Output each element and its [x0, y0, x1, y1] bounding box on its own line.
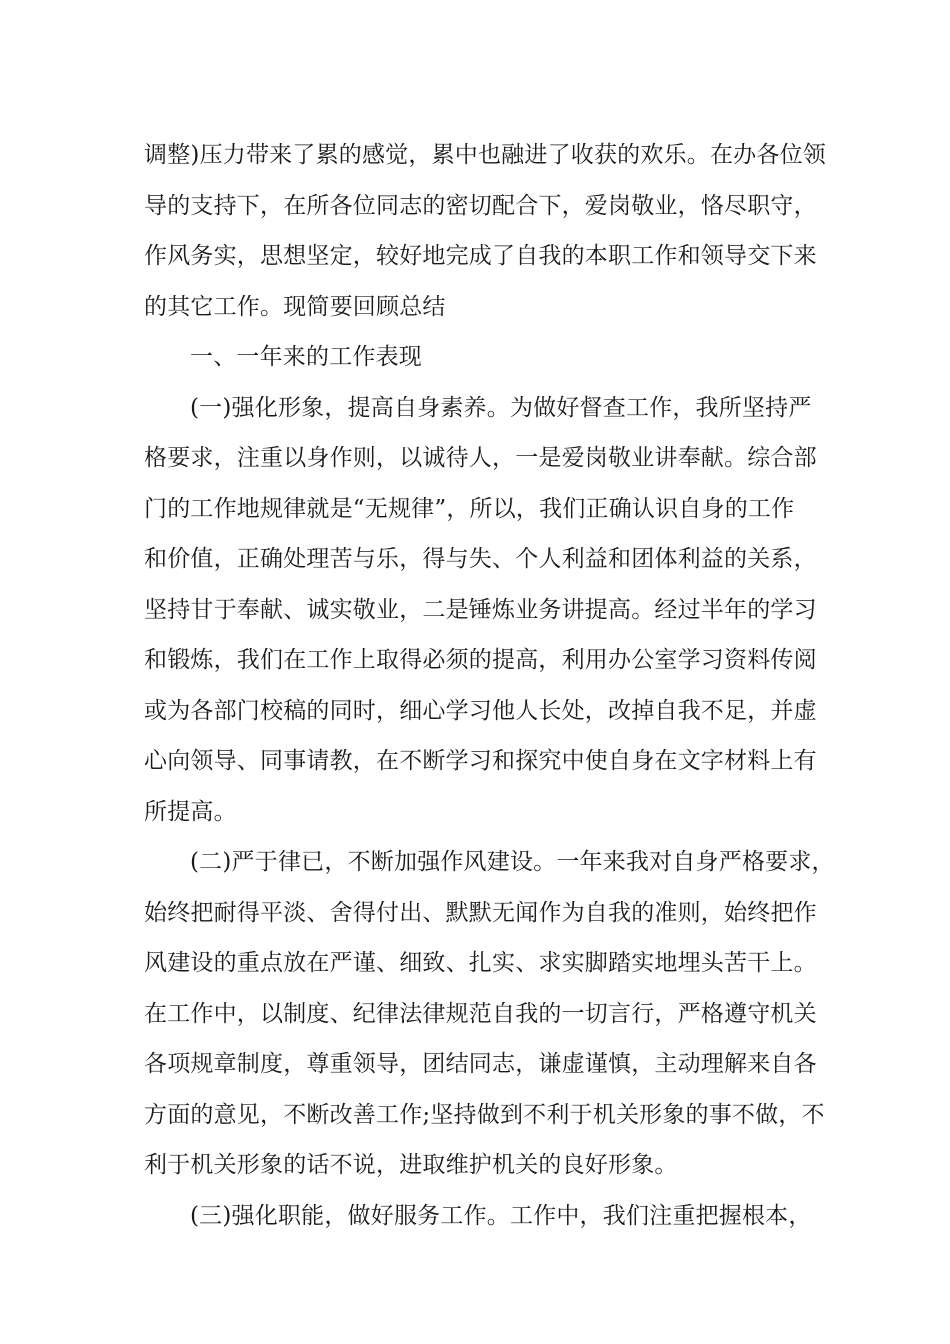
text-line: 的其它工作。现简要回顾总结	[144, 293, 446, 320]
text-line: 调整)压力带来了累的感觉，累中也融进了收获的欢乐。在办各位领	[144, 142, 826, 168]
document-body	[144, 130, 835, 1241]
text-line: 利于机关形象的话不说，进取维护机关的良好形象。	[144, 1152, 678, 1178]
text-line: 门的工作地规律就是“无规律”，所以，我们正确认识自身的工作	[144, 495, 795, 522]
text-line: (一)强化形象，提高自身素养。为做好督查工作，我所坚持严	[190, 394, 812, 421]
text-line: 在工作中，以制度、纪律法律规范自我的一切言行，严格遵守机关	[144, 1000, 817, 1027]
text-line: 方面的意见，不断改善工作;坚持做到不利于机关形象的事不做，不	[144, 1101, 825, 1128]
text-line: 各项规章制度，尊重领导，团结同志，谦虚谨慎，主动理解来自各	[144, 1051, 817, 1077]
text-line: 坚持甘于奉献、诚实敬业，二是锤炼业务讲提高。经过半年的学习	[144, 596, 817, 623]
text-line: 和锻炼，我们在工作上取得必须的提高，利用办公室学习资料传阅	[144, 647, 817, 673]
text-line: 风建设的重点放在严谨、细致、扎实、求实脚踏实地埋头苦干上。	[144, 950, 817, 976]
text-line: 格要求，注重以身作则，以诚待人，一是爱岗敬业讲奉献。综合部	[144, 445, 817, 471]
text-line: 心向领导、同事请教，在不断学习和探究中使自身在文字材料上有	[144, 748, 817, 774]
text-line: 导的支持下，在所各位同志的密切配合下，爱岗敬业，恪尽职守，	[144, 192, 817, 219]
text-line: 所提高。	[144, 798, 237, 825]
text-line: 或为各部门校稿的同时，细心学习他人长处，改掉自我不足，并虚	[144, 697, 817, 724]
text-line: (二)严于律已，不断加强作风建设。一年来我对自身严格要求，	[190, 849, 835, 875]
text-line: (三)强化职能，做好服务工作。工作中，我们注重把握根本，	[190, 1202, 812, 1229]
section-heading: 一、一年来的工作表现	[190, 344, 422, 370]
text-line: 和价值，正确处理苦与乐，得与失、个人利益和团体利益的关系，	[144, 546, 817, 572]
text-line: 作风务实，思想坚定，较好地完成了自我的本职工作和领导交下来	[144, 243, 817, 269]
text-line: 始终把耐得平淡、舍得付出、默默无闻作为自我的准则，始终把作	[144, 899, 817, 926]
